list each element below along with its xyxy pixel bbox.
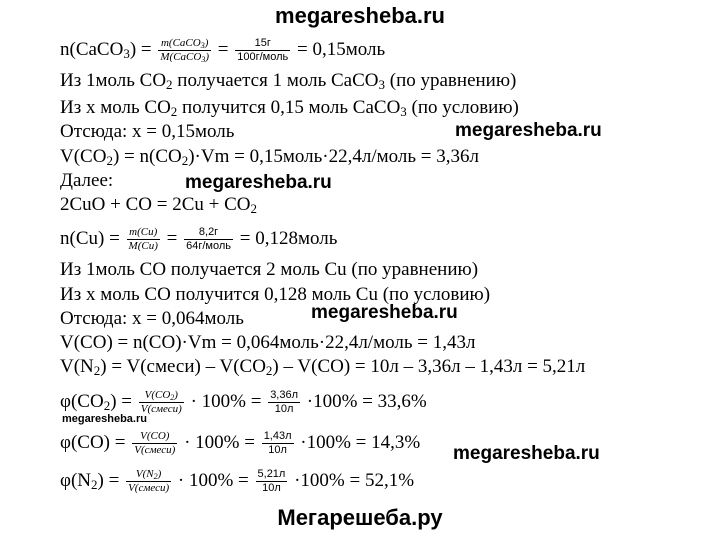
text: · 100% = (190, 390, 262, 412)
text: (по уравнению) (385, 70, 517, 91)
text: получится 0,15 моль CaCO (177, 97, 401, 118)
text: ) = (129, 38, 152, 60)
line-n-caco3 (60, 37, 386, 64)
subscript: 2 (166, 77, 173, 92)
subscript: 3 (123, 45, 130, 61)
numerator: 15г (235, 37, 290, 51)
text: n(Cu) = (60, 227, 120, 249)
subscript: 3 (200, 41, 205, 50)
subscript: 2 (181, 153, 189, 168)
subscript: 3 (378, 77, 385, 92)
text: V(N (60, 356, 94, 377)
line-cu-equation-ratio: Из 1моль CO получается 2 моль Cu (по уравнению) (60, 259, 479, 280)
text: ) = (110, 390, 132, 412)
denominator: M(Cu) (128, 240, 158, 252)
line-n-cu (60, 226, 338, 252)
line-phi-co (60, 430, 421, 456)
header-site-title: megaresheba.ru (275, 3, 445, 28)
fraction-mass-over-molar (158, 37, 211, 64)
fraction-volume-ratio (139, 389, 184, 416)
line-cuo-reaction (60, 194, 257, 216)
numerator: V(CO (144, 389, 171, 401)
subscript: 2 (153, 472, 158, 481)
text: ) = V(смеси) – V(CO (100, 356, 266, 377)
text: ) (174, 389, 178, 401)
equals: = (166, 227, 178, 249)
subscript: 2 (91, 476, 98, 492)
text: 2CuO + CO = 2Cu + CO (60, 194, 251, 215)
subscript: 2 (103, 397, 111, 413)
subscript: 2 (170, 104, 178, 119)
numerator: 5,21л (257, 468, 286, 480)
denominator: M(CaCO (160, 51, 202, 63)
fraction-values (184, 226, 233, 253)
fraction-volume-ratio (132, 430, 177, 457)
text: Из х моль CO (60, 97, 171, 118)
footer-site-title: Мегарешеба.ру (277, 505, 443, 530)
fraction-values (268, 389, 300, 416)
text: φ(CO (60, 390, 104, 412)
denominator: 10л (262, 482, 281, 494)
numerator: m(Cu) (127, 226, 160, 240)
text: · 100% = (177, 469, 249, 491)
text: (по условию) (406, 97, 519, 118)
result: = 0,128моль (239, 227, 338, 249)
result: ·100% = 14,3% (300, 431, 421, 453)
numerator: m(CaCO (160, 37, 201, 49)
text: φ(N (60, 469, 92, 491)
subscript: 2 (106, 153, 113, 168)
denominator: V(смеси) (140, 403, 182, 415)
denominator: V(смеси) (128, 482, 170, 494)
text: V(CO (60, 146, 107, 167)
text: получается 1 моль CaCO (172, 70, 379, 91)
numerator: 3,36л (270, 389, 299, 401)
text: ) (204, 37, 209, 49)
subscript: 2 (93, 363, 101, 378)
watermark: megaresheba.ru (455, 120, 602, 141)
numerator: V(N (135, 468, 154, 480)
text: Из 1моль CO (60, 70, 167, 91)
subscript: 2 (250, 201, 258, 216)
watermark: megaresheba.ru (453, 443, 600, 464)
denominator: 10л (274, 403, 294, 415)
text: )·Vm = 0,15моль·22,4л/моль = 3,36л (188, 146, 479, 167)
text: φ(CO) = (60, 431, 126, 453)
line-condition-ratio (60, 97, 519, 119)
line-phi-n2 (60, 468, 415, 494)
watermark: megaresheba.ru (311, 302, 458, 323)
line-phi-co2 (60, 389, 427, 415)
fraction-values (235, 37, 290, 64)
line-reaction-equation-ratio (60, 70, 516, 92)
denominator: 64г/моль (186, 240, 231, 252)
numerator: V(CO) (132, 430, 177, 444)
subscript: 3 (400, 104, 407, 119)
result: = 0,15моль (296, 38, 386, 60)
denominator: V(смеси) (134, 444, 176, 456)
text: n(CaCO (60, 38, 124, 60)
text: ) = (97, 469, 120, 491)
result: ·100% = 33,6% (306, 390, 427, 412)
fraction-values (262, 430, 294, 457)
equals: = (217, 38, 229, 60)
text: ) – V(CO) = 10л – 3,36л – 1,43л = 5,21л (272, 356, 586, 377)
line-v-co2 (60, 146, 479, 168)
result: ·100% = 52,1% (294, 469, 415, 491)
watermark: megaresheba.ru (62, 413, 147, 425)
line-hence-x-2: Отсюда: х = 0,064моль (60, 308, 244, 329)
denominator: 10л (268, 444, 287, 456)
numerator: 1,43л (263, 430, 292, 442)
text: ) (157, 468, 162, 480)
line-hence-x: Отсюда: х = 0,15моль (60, 121, 235, 142)
denominator: 100г/моль (237, 51, 289, 63)
text: · 100% = (184, 431, 255, 453)
text: ) (205, 51, 209, 63)
line-v-co: V(CO) = n(CO)·Vm = 0,064моль·22,4л/моль = 1,43л (60, 332, 476, 353)
fraction-mass-over-molar (127, 226, 160, 253)
line-cu-condition-ratio: Из х моль CO получится 0,128 моль Cu (по условию) (60, 284, 491, 305)
subscript: 2 (265, 363, 273, 378)
line-v-n2 (60, 356, 585, 378)
subscript: 3 (201, 55, 206, 64)
text: ) = n(CO (112, 146, 182, 167)
watermark: megaresheba.ru (185, 172, 332, 193)
fraction-values (256, 468, 288, 495)
line-further: Далее: (60, 170, 114, 191)
fraction-volume-ratio (126, 468, 171, 495)
subscript: 2 (170, 393, 175, 402)
numerator: 8,2г (184, 226, 233, 240)
